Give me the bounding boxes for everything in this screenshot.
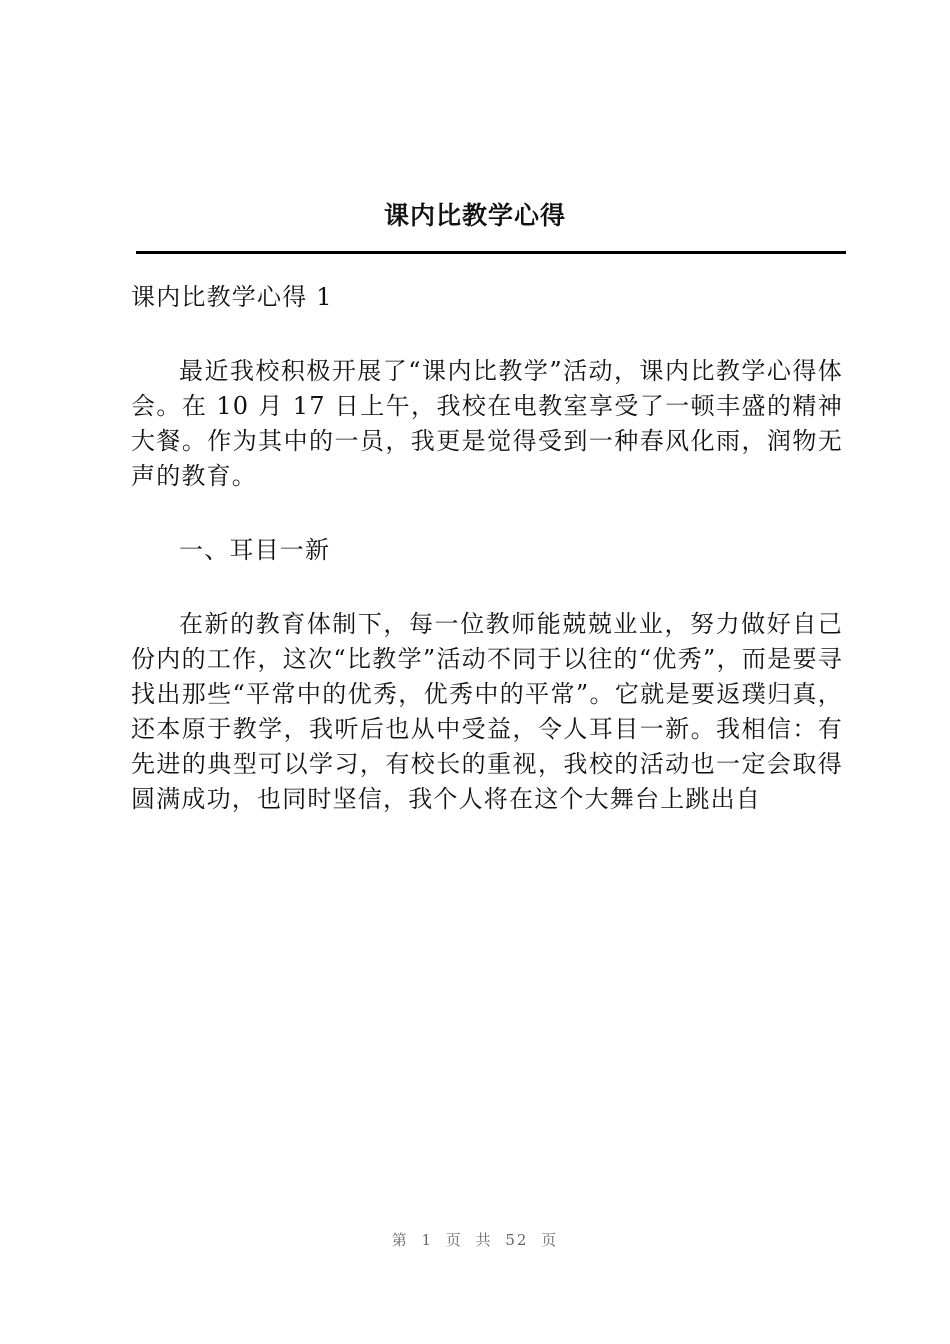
document-body	[131, 280, 843, 856]
section-heading: 课内比教学心得 1	[131, 283, 333, 311]
title-divider	[136, 251, 846, 254]
page-number-footer: 第 1 页 共 52 页	[391, 1231, 559, 1249]
paragraph: 最近我校积极开展了“课内比教学”活动，课内比教学心得体会。在 10 月 17 日上午，我校在电教室享受了一顿丰盛的精神大餐。作为其中的一员，我更是觉得受到一种春风化雨，润物无声的教育。	[131, 357, 843, 490]
document-title: 课内比教学心得	[383, 201, 566, 230]
subsection-heading: 一、耳目一新	[179, 536, 331, 564]
paragraph: 在新的教育体制下，每一位教师能兢兢业业，努力做好自己份内的工作，这次“比教学”活动不同于以往的“优秀”，而是要寻找出那些“平常中的优秀，优秀中的平常”。它就是要返璞归真，还本原于教学，我听后也从中受益，令人耳目一新。我相信：有先进的典型可以学习，有校长的重视，我校的活动也一定会取得圆满成功，也同时坚信，我个人将在这个大舞台上跳出自	[131, 610, 843, 813]
